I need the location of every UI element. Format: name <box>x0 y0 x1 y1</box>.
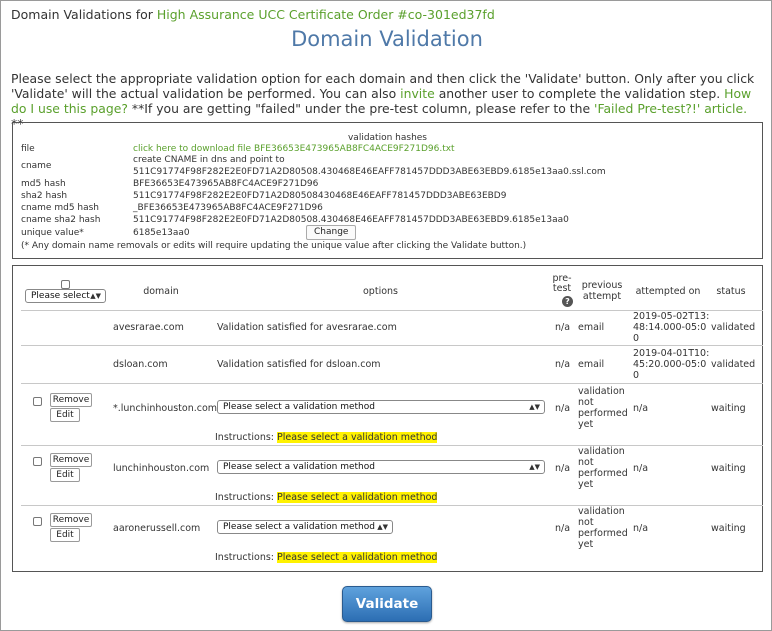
domain-name: *.lunchinhouston.com <box>113 403 218 414</box>
domain-name: avesrarae.com <box>113 322 184 333</box>
instructions-label: Instructions: <box>215 492 274 503</box>
row-checkbox[interactable] <box>33 457 42 466</box>
remove-button[interactable]: Remove <box>50 513 92 527</box>
instructions-value: Please select a validation method <box>277 492 438 503</box>
option-text: Validation satisfied for avesrarae.com <box>217 322 397 333</box>
intro-text-2: another user to complete the validation step. <box>438 86 721 101</box>
instructions <box>215 552 437 563</box>
instructions-value: Please select a validation method <box>277 552 438 563</box>
download-file-link[interactable]: click here to download file BFE36653E473965AB8FC4ACE9F271D96.txt <box>133 144 455 154</box>
cname-sha2-value: 511C91774F98F282E2E0FD71A2D80508.430468E46EAFF781457DDD3ABE63EBD9.6185e13aa0 <box>133 215 569 225</box>
instructions <box>215 492 437 503</box>
row-separator <box>21 505 763 506</box>
pretest-article-link[interactable]: 'Failed Pre-test?!' article. <box>594 101 748 116</box>
edit-button[interactable]: Edit <box>50 528 80 542</box>
hashes-title: validation hashes <box>347 133 427 143</box>
remove-button[interactable]: Remove <box>50 393 92 407</box>
previous-attempt: validation not performed yet <box>578 506 628 550</box>
domain-name: aaronerussell.com <box>113 523 201 534</box>
row-checkbox[interactable] <box>33 517 42 526</box>
bulk-select-dropdown[interactable] <box>25 289 106 303</box>
header-domain: domain <box>143 286 179 297</box>
validation-method-select[interactable] <box>217 520 393 534</box>
header-previous-attempt: previous attempt <box>581 280 623 302</box>
validation-method-value: Please select a validation method <box>223 462 375 472</box>
unique-label: unique value* <box>21 228 84 238</box>
validation-method-value: Please select a validation method <box>223 522 375 532</box>
cname-md5-value: _BFE36653E473965AB8FC4ACE9F271D96 <box>133 203 323 213</box>
intro-text-1: Please select the appropriate validation option for each domain and then click the 'Validate' button. Only after you click 'Validate' will the actual validation be performed. You can also <box>11 71 755 101</box>
unique-value: 6185e13aa0 <box>133 228 190 238</box>
status-text: waiting <box>711 523 746 534</box>
cname-target: 511C91774F98F282E2E0FD71A2D80508.430468E46EAFF781457DDD3ABE63EBD9.6185e13aa0.ssl.com <box>133 167 606 177</box>
pretest-value: n/a <box>555 359 571 370</box>
row-separator <box>21 345 763 346</box>
instructions <box>215 432 437 443</box>
status-text: waiting <box>711 403 746 414</box>
order-link[interactable]: High Assurance UCC Certificate Order #co-301ed37fd <box>156 7 495 22</box>
validation-method-select[interactable] <box>217 400 545 414</box>
header-status: status <box>716 286 746 297</box>
hash-note-row <box>21 241 526 252</box>
validation-method-value: Please select a validation method <box>223 402 375 412</box>
select-arrows-icon: ▲▼ <box>377 523 388 531</box>
file-label: file <box>21 144 35 154</box>
pretest-value: n/a <box>555 322 571 333</box>
edit-button[interactable]: Edit <box>50 408 80 422</box>
select-arrows-icon: ▲▼ <box>90 292 101 300</box>
status-text: validated <box>711 359 756 370</box>
header-options: options <box>363 286 398 297</box>
select-all-checkbox[interactable] <box>61 280 70 289</box>
remove-button[interactable]: Remove <box>50 453 92 467</box>
cname-instruction: create CNAME in dns and point to <box>133 155 285 165</box>
domain-name: dsloan.com <box>113 359 168 370</box>
validation-hashes-panel <box>12 122 763 259</box>
previous-attempt: email <box>578 359 605 370</box>
pretest-help-icon[interactable]: ? <box>562 296 573 307</box>
attempted-on: 2019-05-02T13:48:14.000-05:00 <box>633 311 710 344</box>
validate-button[interactable]: Validate <box>342 586 432 622</box>
instructions-label: Instructions: <box>215 552 274 563</box>
pretest-value: n/a <box>555 403 571 414</box>
help-link[interactable]: How do I use this page? <box>11 86 752 116</box>
edit-button[interactable]: Edit <box>50 468 80 482</box>
intro-text-3: **If you are getting "failed" under the pre-test column, please refer to the <box>131 101 591 116</box>
row-separator <box>21 383 763 384</box>
domains-table <box>12 265 763 572</box>
row-checkbox[interactable] <box>33 397 42 406</box>
header-pretest: pre-test <box>552 273 572 294</box>
previous-attempt: email <box>578 322 605 333</box>
cname-md5-label: cname md5 hash <box>21 203 100 213</box>
pretest-value: n/a <box>555 523 571 534</box>
sha2-value: 511C91774F98F282E2E0FD71A2D80508430468E46EAFF781457DDD3ABE63EBD9 <box>133 191 507 201</box>
select-arrows-icon: ▲▼ <box>529 463 540 471</box>
unique-note: (* Any domain name removals or edits will require updating the unique value after clicking the Validate button.) <box>21 241 527 251</box>
row-separator <box>21 445 763 446</box>
intro-text-4: ** <box>11 116 24 131</box>
header-line <box>11 7 495 22</box>
status-text: validated <box>711 322 756 333</box>
previous-attempt: validation not performed yet <box>578 446 628 490</box>
page-title: Domain Validation <box>291 27 483 51</box>
pretest-value: n/a <box>555 463 571 474</box>
md5-label: md5 hash <box>21 179 66 189</box>
attempted-on: n/a <box>633 403 649 414</box>
attempted-on: n/a <box>633 463 649 474</box>
change-button[interactable]: Change <box>306 225 356 240</box>
validation-method-select[interactable] <box>217 460 545 474</box>
cname-sha2-label: cname sha2 hash <box>21 215 101 225</box>
attempted-on: 2019-04-01T10:45:20.000-05:00 <box>633 348 710 381</box>
status-text: waiting <box>711 463 746 474</box>
select-arrows-icon: ▲▼ <box>529 403 540 411</box>
instructions-value: Please select a validation method <box>277 432 438 443</box>
attempted-on: n/a <box>633 523 649 534</box>
invite-link[interactable]: invite <box>400 86 435 101</box>
header-attempted-on: attempted on <box>635 286 701 297</box>
option-text: Validation satisfied for dsloan.com <box>217 359 381 370</box>
domain-name: lunchinhouston.com <box>113 463 210 474</box>
previous-attempt: validation not performed yet <box>578 386 628 430</box>
cname-label: cname <box>21 161 52 171</box>
sha2-label: sha2 hash <box>21 191 68 201</box>
md5-value: BFE36653E473965AB8FC4ACE9F271D96 <box>133 179 319 189</box>
instructions-label: Instructions: <box>215 432 274 443</box>
header-prefix: Domain Validations for <box>11 7 153 22</box>
bulk-select-value: Please select <box>31 291 90 301</box>
